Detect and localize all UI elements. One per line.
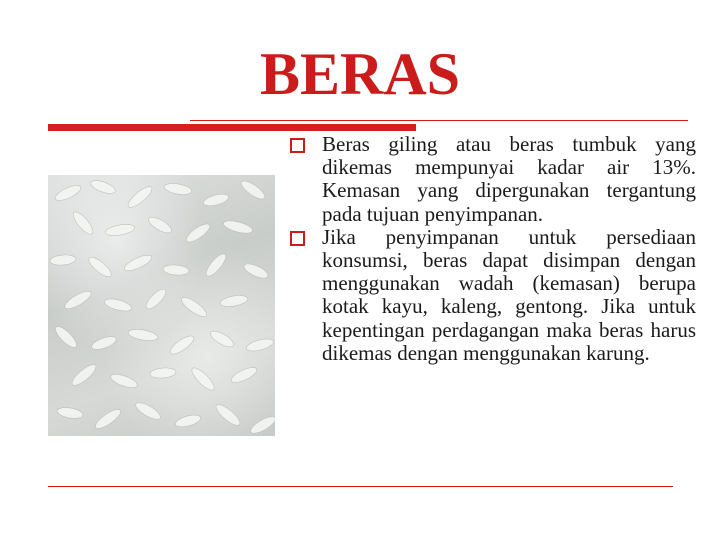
accent-bar — [48, 124, 416, 131]
bullet-list — [286, 133, 696, 365]
bullet-item — [286, 226, 696, 365]
rice-grains-graphic — [48, 175, 275, 436]
square-bullet-icon — [290, 138, 305, 153]
bullet-text: Jika penyimpanan untuk persediaan konsumsi, beras dapat disimpan dengan menggunakan wadah (kemasan) berupa kotak kayu, kaleng, gentong. Jika untuk kepentingan perdagangan maka beras harus dikemas dengan menggunakan karung. — [322, 224, 696, 365]
slide-title: BERAS — [259, 41, 461, 107]
bullet-text: Beras giling atau beras tumbuk yang dikemas mempunyai kadar air 13%. Kemasan yang dipergunakan tergantung pada tujuan penyimpanan. — [322, 132, 696, 226]
bottom-rule — [48, 486, 673, 487]
rice-photo — [48, 175, 275, 436]
bullet-item — [286, 133, 696, 226]
title-underline — [190, 120, 688, 121]
square-bullet-icon — [290, 231, 305, 246]
